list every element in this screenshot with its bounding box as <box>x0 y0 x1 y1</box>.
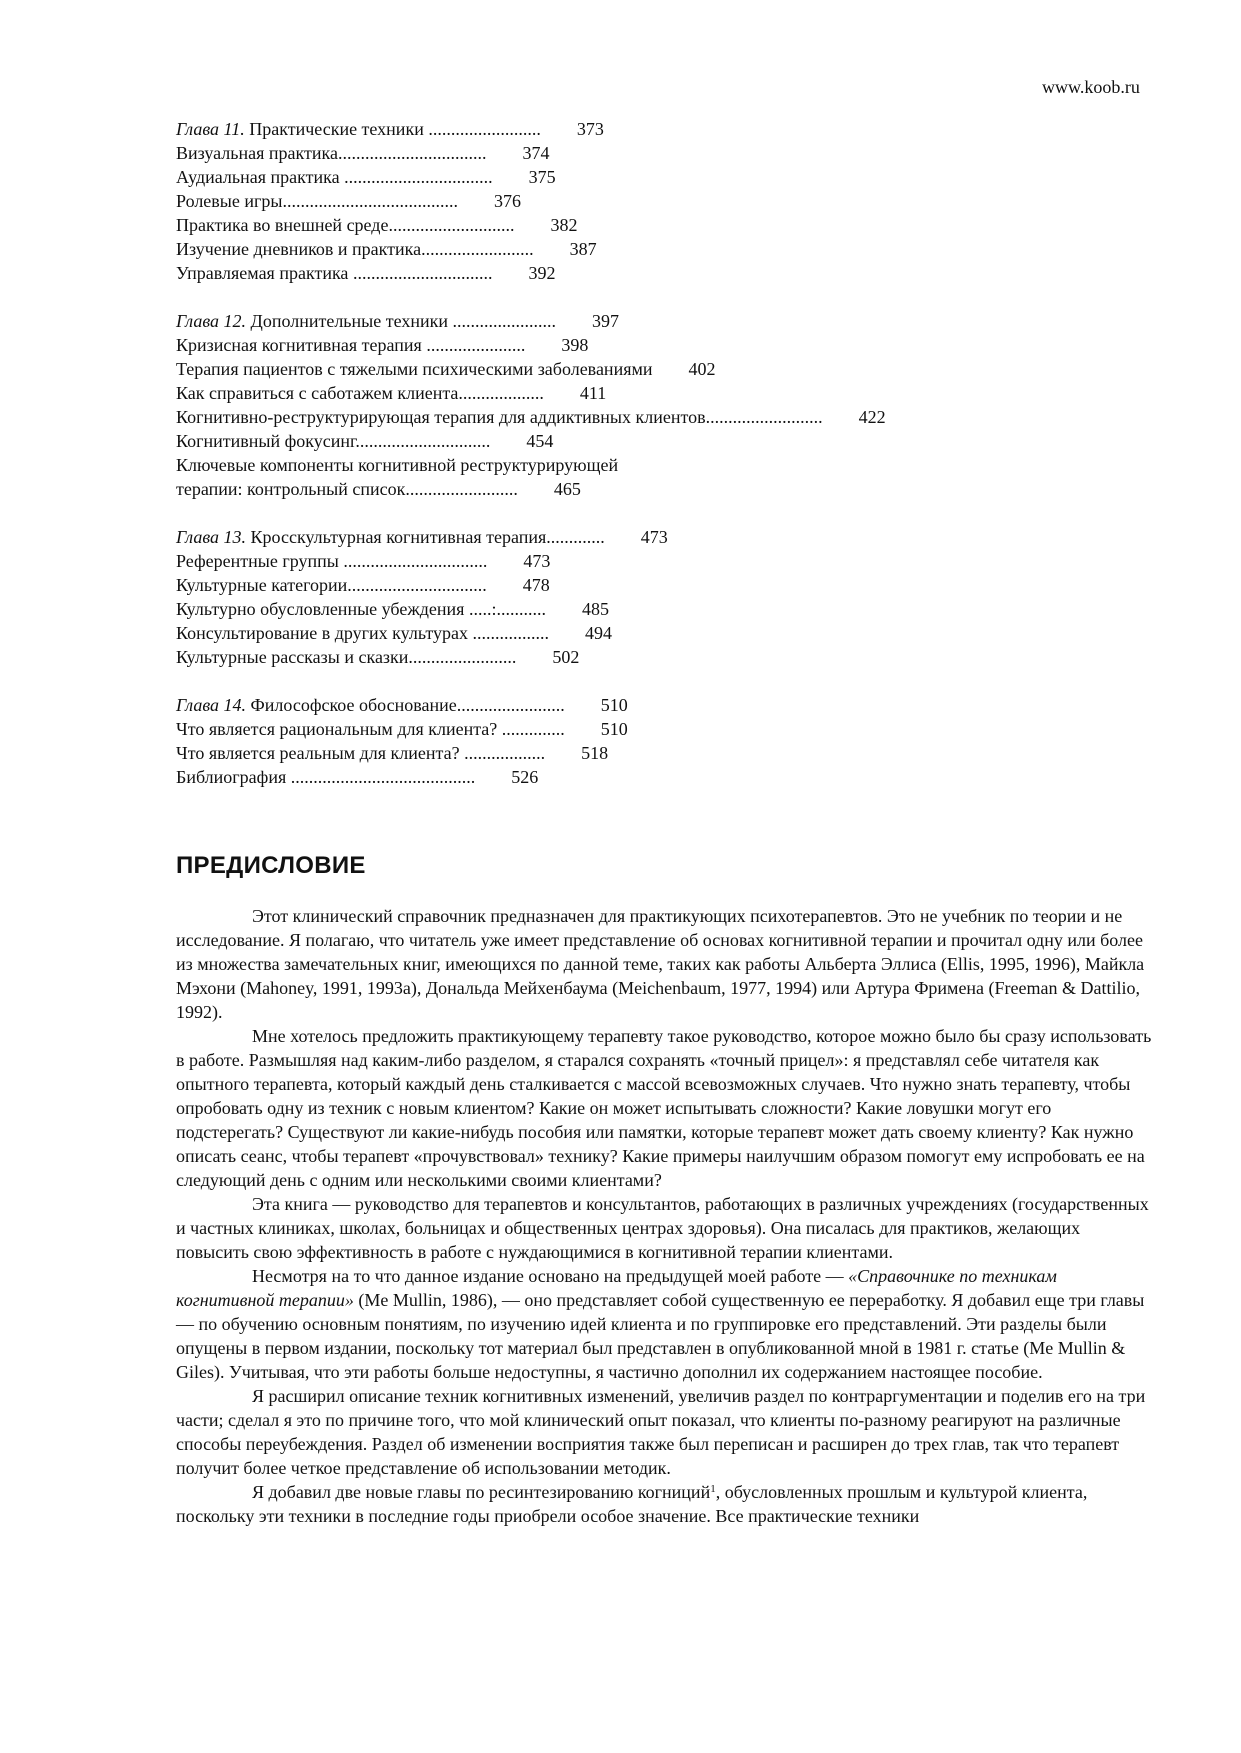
text-run: (Me Mullin, 1986), — оно представляет собой существенную ее переработку. Я добавил еще три главы — по обучению основным понятиям, по изучению идей клиента и по группировке его представлений. Эти разделы были опущены в первом издании, поскольку тот материал был представлен в опубликованной мной в 1981 г. статье (Me Mullin & Giles). Учитывая, что эти работы больше недоступны, я частично дополнил их содержанием настоящее пособие. <box>176 1290 1145 1382</box>
toc-spacer <box>176 285 886 309</box>
toc-entry-title: Референтные группы <box>176 551 339 571</box>
toc-spacer <box>176 501 886 525</box>
toc-page-number: 473 <box>604 527 668 547</box>
toc-entry-title: Аудиальная практика <box>176 167 340 187</box>
toc-leader-dots: ................................ <box>338 551 488 571</box>
toc-leader-dots: ............................... <box>347 575 487 595</box>
toc-entry[interactable] <box>176 597 886 621</box>
toc-entry-title: Ключевые компоненты когнитивной реструктурирующей <box>176 455 619 475</box>
toc-page-number: 518 <box>545 743 609 763</box>
toc-leader-dots: ........................ <box>408 647 517 667</box>
toc-entry-title: Визуальная практика <box>176 143 338 163</box>
italic-text: «Справочнике по техникам когнитивной терапии» <box>176 1266 1057 1310</box>
table-of-contents <box>176 117 886 789</box>
toc-page-number: 422 <box>822 407 886 427</box>
toc-entry-title: Когнитивный фокусинг <box>176 431 356 451</box>
section-heading: ПРЕДИСЛОВИЕ <box>176 852 366 879</box>
toc-leader-dots: ...................... <box>421 335 526 355</box>
toc-entry-title: Культурно обусловленные убеждения <box>176 599 465 619</box>
toc-entry[interactable] <box>176 357 886 381</box>
toc-page-number: 374 <box>486 143 550 163</box>
toc-page-number: 510 <box>564 719 628 739</box>
paragraph <box>176 1384 1152 1480</box>
toc-page-number: 510 <box>564 695 628 715</box>
toc-page-number: 387 <box>533 239 597 259</box>
toc-entry[interactable] <box>176 165 886 189</box>
toc-page-number: 375 <box>492 167 556 187</box>
toc-entry-title: Философское обоснование <box>250 695 457 715</box>
paragraph <box>176 1024 1152 1192</box>
toc-leader-dots: ....................................... <box>282 191 458 211</box>
toc-entry[interactable] <box>176 405 886 429</box>
toc-entry[interactable] <box>176 117 886 141</box>
toc-entry-title: Что является реальным для клиента? <box>176 743 460 763</box>
toc-page-number: 402 <box>652 359 716 379</box>
toc-leader-dots: ............................ <box>388 215 515 235</box>
toc-entry[interactable] <box>176 213 886 237</box>
toc-entry[interactable] <box>176 309 886 333</box>
footnote-marker[interactable]: 1 <box>710 1483 716 1495</box>
toc-chapter-number: Глава 13. <box>176 527 251 547</box>
toc-leader-dots: ................................. <box>339 167 493 187</box>
toc-entry[interactable] <box>176 429 886 453</box>
toc-entry-title: Библиография <box>176 767 287 787</box>
paragraph <box>176 1480 1152 1528</box>
toc-entry[interactable] <box>176 741 886 765</box>
paragraph <box>176 1192 1152 1264</box>
toc-page-number: 494 <box>548 623 612 643</box>
paragraph <box>176 1264 1152 1384</box>
toc-spacer <box>176 669 886 693</box>
toc-leader-dots: ....................... <box>448 311 556 331</box>
toc-chapter-number: Глава 12. <box>176 311 251 331</box>
text-run: Я добавил две новые главы по ресинтезированию когниций <box>252 1482 711 1502</box>
toc-entry[interactable] <box>176 621 886 645</box>
toc-leader-dots: ......................... <box>423 119 541 139</box>
toc-chapter-number: Глава 11. <box>176 119 250 139</box>
toc-entry[interactable] <box>176 573 886 597</box>
toc-entry[interactable] <box>176 381 886 405</box>
toc-entry-title: Терапия пациентов с тяжелыми психическими заболеваниями <box>176 359 653 379</box>
toc-page-number: 397 <box>556 311 619 331</box>
toc-entry-title: Культурные категории <box>176 575 348 595</box>
toc-page-number: 473 <box>487 551 551 571</box>
toc-leader-dots: ................................. <box>337 143 487 163</box>
toc-page-number: 526 <box>475 767 539 787</box>
toc-leader-dots: ............. <box>546 527 605 547</box>
toc-leader-dots: ......................... <box>405 479 518 499</box>
toc-leader-dots: ................. <box>467 623 549 643</box>
toc-entry[interactable] <box>176 333 886 357</box>
toc-entry-title: Кризисная когнитивная терапия <box>176 335 422 355</box>
text-run: Несмотря на то что данное издание основано на предыдущей моей работе — <box>252 1266 849 1286</box>
toc-entry-title: Управляемая практика <box>176 263 349 283</box>
text-run: Этот клинический справочник предназначен для практикующих психотерапевтов. Это не учебник по теории и не исследование. Я полагаю, что читатель уже имеет представление об основах когнитивной терапии и прочитал одну или более из множества замечательных книг, имеющихся по данной теме, таких как работы Альберта Эллиса (Ellis, 1995, 1996), Майкла Мэхони (Mahoney, 1991, 1993а), Дональда Мейхенбаума (Meichenbaum, 1977, 1994) или Артура Фримена (Freeman & Dattilio, 1992). <box>176 906 1145 1022</box>
toc-entry-title: Кросскультурная когнитивная терапия <box>250 527 547 547</box>
toc-page-number: 392 <box>492 263 556 283</box>
toc-leader-dots: ........................ <box>456 695 565 715</box>
toc-page-number: 478 <box>486 575 550 595</box>
toc-entry[interactable] <box>176 549 886 573</box>
toc-leader-dots: .....:........... <box>464 599 546 619</box>
toc-entry[interactable] <box>176 477 886 501</box>
text-run: Эта книга — руководство для терапевтов и консультантов, работающих в различных учреждениях (государственных и частных клиниках, школах, больницах и общественных центрах здоровья). Она писалась для практиков, желающих повысить свою эффективность в работе с нуждающимися в когнитивной терапии клиентами. <box>176 1194 1149 1262</box>
toc-entry[interactable] <box>176 765 886 789</box>
toc-entry-title: терапии: контрольный список <box>176 479 406 499</box>
paragraph <box>176 904 1152 1024</box>
toc-entry-title: Культурные рассказы и сказки <box>176 647 409 667</box>
toc-entry-title: Когнитивно-реструктурирующая терапия для аддиктивных клиентов <box>176 407 706 427</box>
toc-entry[interactable] <box>176 261 886 285</box>
toc-page-number: 465 <box>517 479 581 499</box>
toc-leader-dots: ......................... <box>421 239 534 259</box>
toc-page-number: 502 <box>516 647 580 667</box>
text-run: Мне хотелось предложить практикующему терапевту такое руководство, которое можно было бы сразу использовать в работе. Размышляя над каким-либо разделом, я старался сохранять «точный прицел»: я представлял себе читателя как опытного терапевта, который каждый день сталкивается с массой всевозможных случаев. Что нужно знать терапевту, чтобы опробовать одну из техник с новым клиентом? Какие он может испытывать сложности? Какие ловушки могут его подстерегать? Существуют ли какие-нибудь пособия или памятки, которые терапевт может дать своему клиенту? Как нужно описать сеанс, чтобы терапевт «прочувствовал» технику? Какие примеры наилучшим образом помогут ему испробовать ее на следующий день с одним или несколькими своими клиентами? <box>176 1026 1152 1190</box>
toc-entry[interactable] <box>176 717 886 741</box>
toc-page-number: 485 <box>545 599 609 619</box>
toc-entry-title: Что является рациональным для клиента? <box>176 719 498 739</box>
toc-page-number: 373 <box>540 119 604 139</box>
toc-entry-title: Практика во внешней среде <box>176 215 389 235</box>
toc-page-number: 398 <box>525 335 589 355</box>
preface-body <box>176 904 1152 1528</box>
toc-entry[interactable] <box>176 693 886 717</box>
toc-leader-dots: ......................................... <box>286 767 476 787</box>
toc-entry-title: Как справиться с саботажем клиента <box>176 383 459 403</box>
toc-entry[interactable] <box>176 525 886 549</box>
toc-entry[interactable] <box>176 453 886 477</box>
toc-entry-title: Изучение дневников и практика <box>176 239 422 259</box>
toc-entry-title: Практические техники <box>249 119 424 139</box>
text-run: , обусловленных прошлым и культурой клиента, поскольку эти техники в последние годы приобрели особое значение. Все практические техники <box>176 1482 1088 1526</box>
toc-entry[interactable] <box>176 645 886 669</box>
toc-entry-title: Консультирование в других культурах <box>176 623 468 643</box>
toc-leader-dots: .......................... <box>705 407 823 427</box>
toc-leader-dots: ............................... <box>348 263 493 283</box>
toc-entry-title: Дополнительные техники <box>250 311 448 331</box>
toc-leader-dots: ................... <box>458 383 544 403</box>
toc-page-number: 411 <box>543 383 607 403</box>
toc-entry[interactable] <box>176 141 886 165</box>
toc-page-number: 376 <box>458 191 521 211</box>
toc-entry[interactable] <box>176 189 886 213</box>
toc-entry-title: Ролевые игры <box>176 191 283 211</box>
site-url[interactable]: www.koob.ru <box>1042 77 1140 97</box>
toc-leader-dots: .............................. <box>355 431 491 451</box>
toc-entry[interactable] <box>176 237 886 261</box>
text-run: Я расширил описание техник когнитивных изменений, увеличив раздел по контраргументации и поделив его на три части; сделал я это по причине того, что мой клинический опыт показал, что клиенты по-разному реагируют на различные способы переубеждения. Раздел об изменении восприятия также был переписан и расширен до трех глав, так что терапевт получит более четкое представление об использовании методик. <box>176 1386 1146 1478</box>
toc-leader-dots: .................. <box>459 743 546 763</box>
toc-page-number: 454 <box>490 431 554 451</box>
toc-leader-dots: .............. <box>497 719 565 739</box>
toc-chapter-number: Глава 14. <box>176 695 251 715</box>
toc-page-number: 382 <box>514 215 578 235</box>
